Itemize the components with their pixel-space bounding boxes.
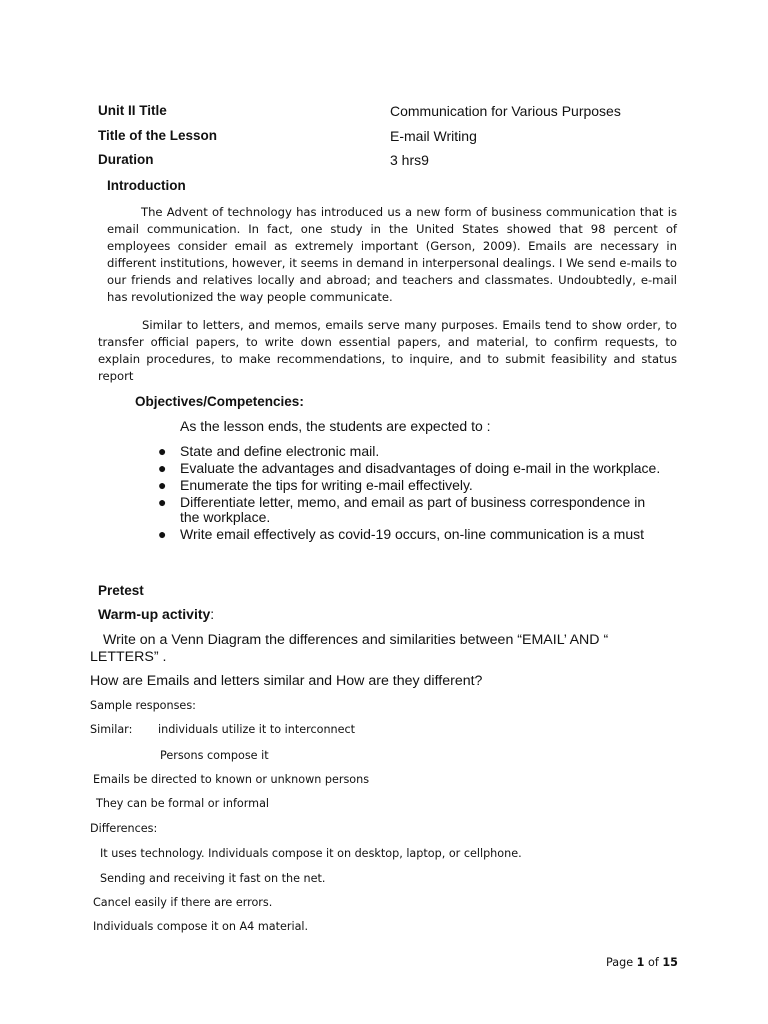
objectives-list [158,444,668,544]
duration-label: Duration [98,152,154,167]
unit-title-value: Communication for Various Purposes [390,103,621,119]
sample-responses-label: Sample responses: [90,699,196,712]
introduction-paragraph-1: The Advent of technology has introduced us a new form of business communication that is email communication. In fact, one study in the United States showed that 98 percent of employees consider email as extremely important (Gerson, 2009). Emails are necessary in different institutions, however, it seems in demand in interpersonal dealings. I We send e-mails to our friends and relatives locally and abroad; and teachers and classmates. Undoubtedly, e-mail has revolutionized the way people communicate. [107,205,677,304]
similar-item: They can be formal or informal [96,797,270,810]
similar-item: Persons compose it [160,749,269,762]
similar-label: Similar: [90,723,133,736]
objectives-heading: Objectives/Competencies: [135,394,304,409]
objective-item: ● Write email effectively as covid-19 occurs, on-line communication is a must [158,526,644,543]
difference-item: Individuals compose it on A4 material. [93,920,309,933]
difference-item: Cancel easily if there are errors. [93,896,273,909]
objective-item: ● Evaluate the advantages and disadvantages of doing e-mail in the workplace. [158,459,661,476]
bullet-icon: ● [158,443,167,459]
objective-item: ● State and define electronic mail. [158,443,380,459]
objective-item: ● Enumerate the tips for writing e-mail effectively. [158,476,473,493]
introduction-paragraph-2: Similar to letters, and memos, emails serve many purposes. Emails tend to show order, to transfer official papers, to write down essential papers, and material, to confirm requests, to explain procedures, to make recommendations, to inquire, and to submit feasibility and status report [98,318,677,383]
bullet-icon: ● [158,526,167,543]
introduction-heading: Introduction [107,178,186,193]
pretest-heading: Pretest [98,583,144,598]
unit-title-label: Unit II Title [98,103,167,118]
bullet-icon: ● [158,459,167,476]
objectives-lead: As the lesson ends, the students are expected to : [180,418,491,434]
page-number: Page 1 of 15 [606,956,678,969]
objective-item: ● Differentiate letter, memo, and email as part of business correspondence in the workplace. [158,493,646,526]
warmup-heading: Warm-up activity: [98,606,215,622]
differences-label: Differences: [90,822,158,835]
pretest-question: How are Emails and letters similar and How are they different? [90,673,483,689]
difference-item: It uses technology. Individuals compose it on desktop, laptop, or cellphone. [100,847,522,860]
lesson-title-label: Title of the Lesson [98,128,218,143]
similar-item: individuals utilize it to interconnect [158,723,356,736]
warmup-instruction: Write on a Venn Diagram the differences and similarities between “EMAIL’ AND “ LETTERS” . [90,632,609,665]
similar-item: Emails be directed to known or unknown persons [93,773,370,786]
duration-value: 3 hrs9 [390,152,429,168]
bullet-icon: ● [158,493,167,510]
lesson-title-value: E-mail Writing [390,128,477,144]
difference-item: Sending and receiving it fast on the net. [100,872,326,885]
bullet-icon: ● [158,476,167,493]
